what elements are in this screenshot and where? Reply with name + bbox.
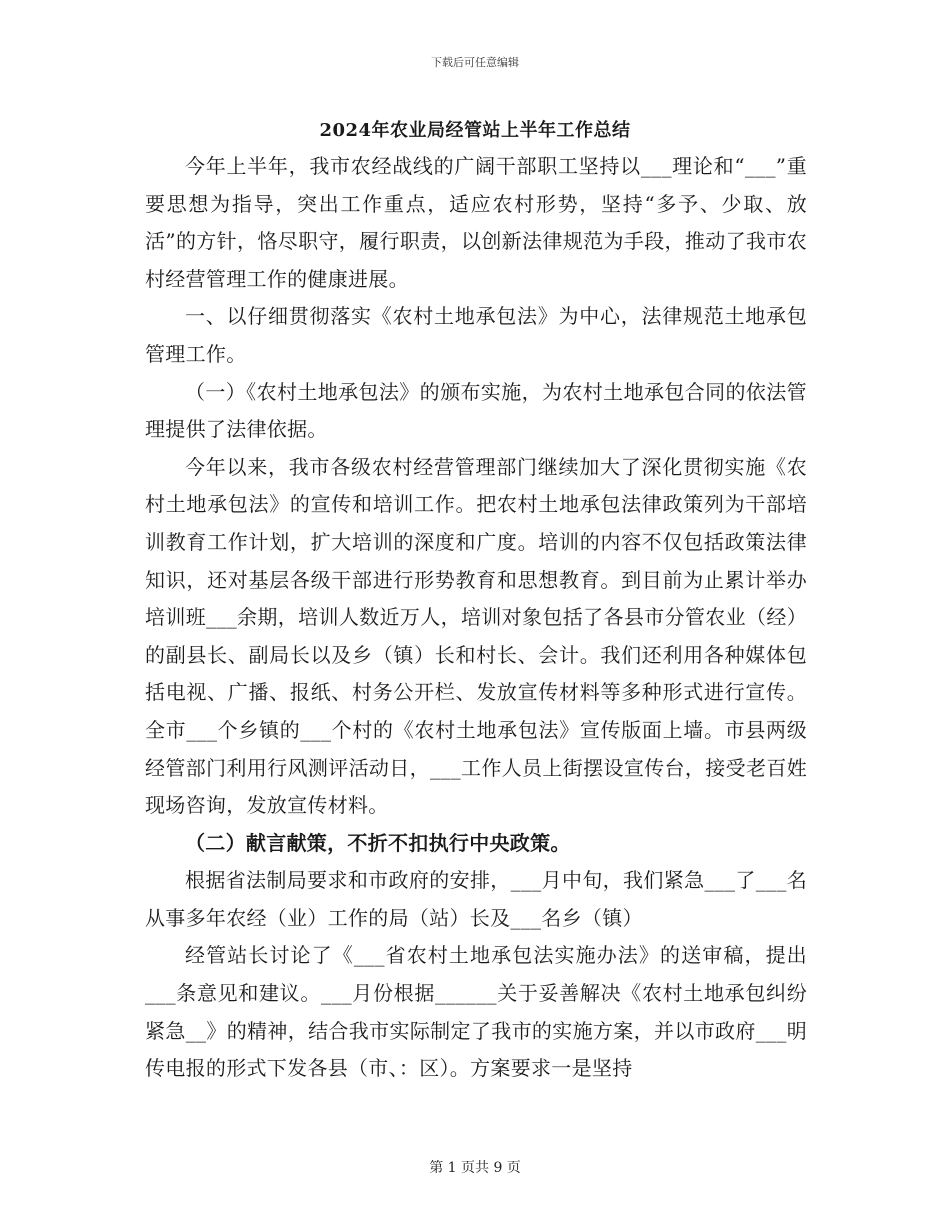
document-body: [145, 148, 807, 1088]
paragraph-training: 今年以来，我市各级农村经营管理部门继续加大了深化贯彻实施《农村土地承包法》的宣传和培训工作。把农村土地承包法律政策列为干部培训教育工作计划，扩大培训的深度和广度。培训的内容不仅包括政策法律知识，还对基层各级干部进行形势教育和思想教育。到目前为止累计举办培训班___余期，培训人数近万人，培训对象包括了各县市分管农业（经）的副县长、副局长以及乡（镇）长和村长、会计。我们还利用各种媒体包括电视、广播、报纸、村务公开栏、发放宣传材料等多种形式进行宣传。全市___个乡镇的___个村的《农村土地承包法》宣传版面上墙。市县两级经管部门利用行风测评活动日，___工作人员上街摆设宣传台，接受老百姓现场咨询，发放宣传材料。: [145, 454, 807, 818]
page-footer: 第 1 页共 9 页: [429, 1160, 521, 1176]
paragraph-section-1-heading: 一、以仔细贯彻落实《农村土地承包法》为中心，法律规范土地承包管理工作。: [145, 304, 807, 366]
paragraph-discussion: 经管站长讨论了《___省农村土地承包法实施办法》的送审稿，提出___条意见和建议。___月份根据______关于妥善解决《农村土地承包纠纷紧急__》的精神，结合我市实际制定了我市的实施方案，并以市政府___明传电报的形式下发各县（市、：区）。方案要求一是坚持: [145, 943, 807, 1081]
paragraph-intro: 今年上半年，我市农经战线的广阔干部职工坚持以___理论和“___”重要思想为指导，突出工作重点，适应农村形势，坚持“多予、少取、放活”的方针，恪尽职守，履行职责，以创新法律规范为手段，推动了我市农村经营管理工作的健康进展。: [145, 154, 807, 291]
paragraph-subsection-1: （一）《农村土地承包法》的颁布实施，为农村土地承包合同的依法管理提供了法律依据。: [145, 379, 807, 442]
header-note: 下载后可任意编辑: [431, 56, 519, 69]
paragraph-arrangement: 根据省法制局要求和市政府的安排，___月中旬，我们紧急___了___名从事多年农经（业）工作的局（站）长及___名乡（镇）: [145, 868, 807, 930]
document-title: 2024年农业局经管站上半年工作总结: [319, 120, 631, 141]
paragraph-subsection-2-heading: （二）献言献策，不折不扣执行中央政策。: [185, 830, 571, 855]
